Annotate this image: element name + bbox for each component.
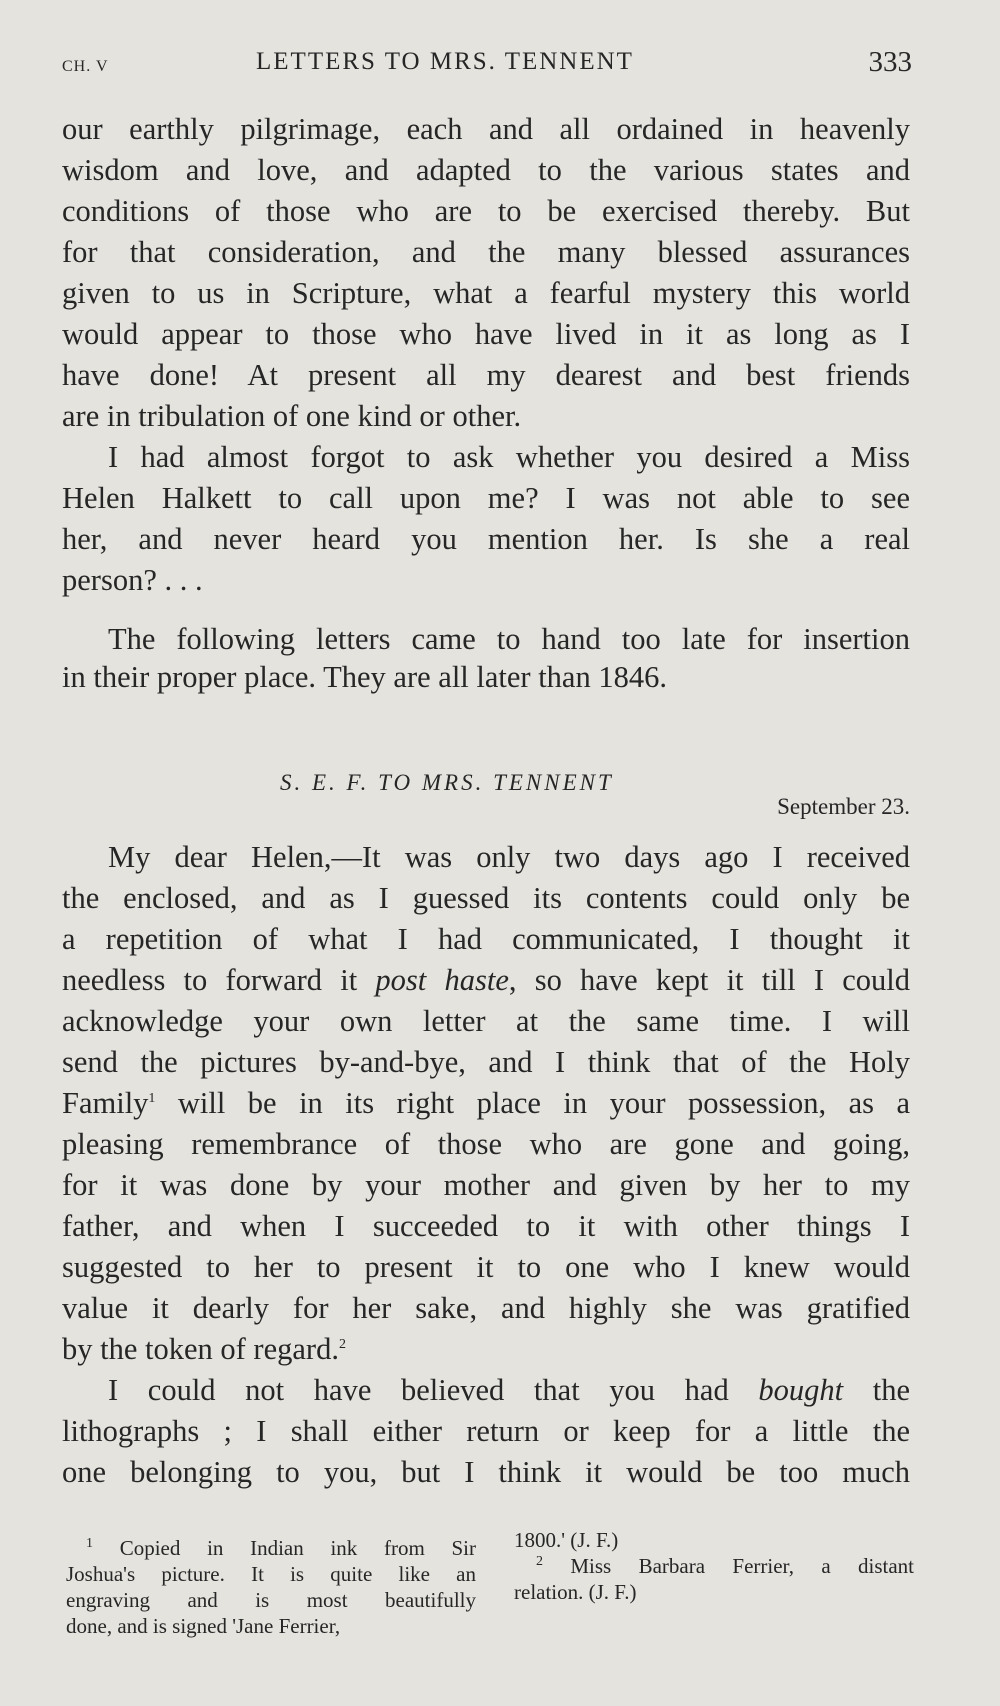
text-segment: by the token of regard. <box>62 1332 339 1366</box>
italic-text: bought <box>758 1373 844 1407</box>
text-segment: Family <box>62 1086 149 1120</box>
footnote-line: relation. (J. F.) <box>514 1580 637 1604</box>
text-line: acknowledge your own letter at the same time. I will <box>62 1004 910 1038</box>
text-line: would appear to those who have lived in it as long as I <box>62 317 910 351</box>
text-line: a repetition of what I had communicated, I thought it <box>62 922 910 956</box>
text-line: suggested to her to present it to one who I knew would <box>62 1250 910 1284</box>
text-segment: the <box>843 1373 910 1407</box>
footnote-ref: 1 <box>148 1090 156 1106</box>
text-line: for it was done by your mother and given by her to my <box>62 1168 910 1202</box>
text-line: given to us in Scripture, what a fearful mystery this world <box>62 276 910 310</box>
text-segment: will be in its right place in your possession, as a <box>155 1086 910 1120</box>
text-line <box>62 1332 910 1367</box>
text-line: The following letters came to hand too late for insertion <box>108 622 910 656</box>
text-line: are in tribulation of one kind or other. <box>62 399 522 433</box>
footnote-line: engraving and is most beautifully <box>66 1588 476 1612</box>
text-line: person? . . . <box>62 563 203 597</box>
text-line: Helen Halkett to call upon me? I was not able to see <box>62 481 910 515</box>
text-line: the enclosed, and as I guessed its contents could only be <box>62 881 910 915</box>
text-line: father, and when I succeeded to it with other things I <box>62 1209 910 1243</box>
footnote-line: 1800.' (J. F.) <box>514 1528 619 1552</box>
footnote-marker: 1 <box>86 1536 93 1551</box>
footnote-ref: 2 <box>338 1336 346 1352</box>
text-line: our earthly pilgrimage, each and all ordained in heavenly <box>62 112 910 146</box>
text-segment: I could not have believed that you had <box>108 1373 759 1407</box>
text-line: one belonging to you, but I think it would be too much <box>62 1455 910 1489</box>
footnote-line <box>86 1535 476 1561</box>
footnote-line: done, and is signed 'Jane Ferrier, <box>66 1614 341 1638</box>
text-line: lithographs ; I shall either return or keep for a little the <box>62 1414 910 1448</box>
text-line: conditions of those who are to be exercised thereby. But <box>62 194 910 228</box>
text-line: pleasing remembrance of those who are gone and going, <box>62 1127 910 1161</box>
letter-date: September 23. <box>777 794 910 819</box>
running-header <box>62 44 912 84</box>
text-line: value it dearly for her sake, and highly she was gratified <box>62 1291 910 1325</box>
text-line: for that consideration, and the many blessed assurances <box>62 235 910 269</box>
text-line: in their proper place. They are all later than 1846. <box>62 660 667 694</box>
text-segment: Miss Barbara Ferrier, a distant <box>570 1554 915 1578</box>
text-line <box>62 963 910 998</box>
text-segment: , so have kept it till I could <box>508 963 911 997</box>
text-line: My dear Helen,—It was only two days ago I received <box>108 840 910 874</box>
footnote-line: Joshua's picture. It is quite like an <box>66 1562 476 1586</box>
text-line: send the pictures by-and-bye, and I think that of the Holy <box>62 1045 910 1079</box>
chapter-label: CH. V <box>62 58 109 75</box>
footnote-marker: 2 <box>536 1554 543 1569</box>
text-line <box>62 1086 910 1121</box>
page-number: 333 <box>868 46 912 78</box>
text-segment: Copied in Indian ink from Sir <box>119 1536 476 1560</box>
text-line: her, and never heard you mention her. Is she a real <box>62 522 910 556</box>
footnote-line <box>536 1553 914 1579</box>
italic-text: post haste <box>375 963 509 997</box>
text-line <box>108 1373 910 1408</box>
text-line: have done! At present all my dearest and best friends <box>62 358 910 392</box>
text-line: I had almost forgot to ask whether you desired a Miss <box>108 440 910 474</box>
running-title: LETTERS TO MRS. TENNENT <box>256 48 634 75</box>
text-segment: needless to forward it <box>62 963 376 997</box>
letter-heading: S. E. F. TO MRS. TENNENT <box>280 770 614 795</box>
text-line: wisdom and love, and adapted to the various states and <box>62 153 910 187</box>
